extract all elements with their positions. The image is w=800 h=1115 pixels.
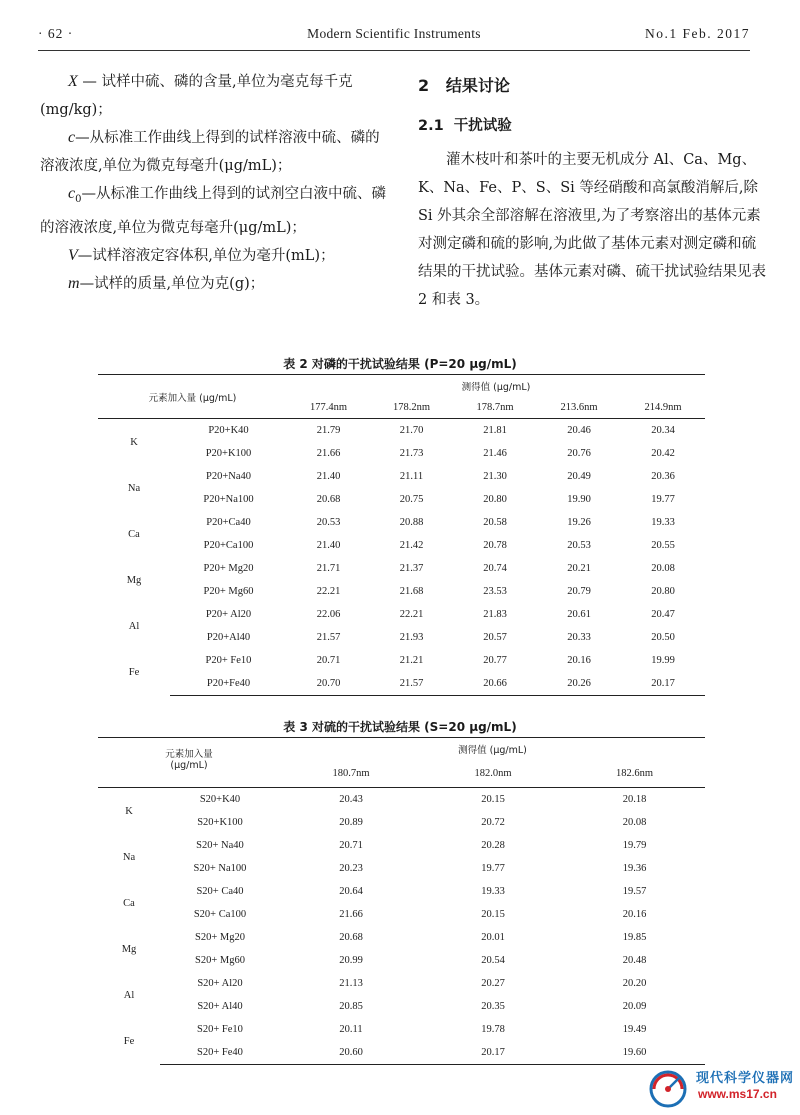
addition-label-cell: S20+ Fe10 bbox=[197, 1024, 243, 1035]
measured-value-cell: 20.15 bbox=[422, 788, 564, 812]
addition-label-cell: P20+K100 bbox=[205, 448, 252, 459]
table-row bbox=[98, 857, 705, 880]
section-number: 2 bbox=[418, 76, 430, 95]
addition-label-cell: S20+ Mg60 bbox=[195, 955, 245, 966]
measured-value-cell: 21.71 bbox=[316, 563, 341, 574]
measured-value-cell: 20.64 bbox=[339, 886, 363, 897]
measured-value-cell: 20.33 bbox=[567, 632, 591, 643]
definition-sep: — bbox=[81, 186, 96, 202]
measured-value-cell: 20.88 bbox=[399, 517, 424, 528]
measured-value-cell: 20.46 bbox=[537, 419, 621, 443]
measured-value-cell: 20.53 bbox=[316, 517, 341, 528]
definition-c0 bbox=[40, 180, 390, 242]
measured-value-cell: 20.54 bbox=[481, 955, 505, 966]
table2-row-header: 元素加入量 (μg/mL) bbox=[98, 375, 287, 419]
addition-label-cell: P20+Fe40 bbox=[170, 672, 287, 696]
measured-value-cell: 19.49 bbox=[622, 1024, 647, 1035]
measured-value-cell: 20.01 bbox=[481, 932, 505, 943]
running-header bbox=[38, 26, 750, 48]
measured-value-cell: 20.78 bbox=[483, 540, 507, 551]
addition-label-cell: S20+K40 bbox=[160, 788, 280, 812]
addition-label-cell: S20+ Al20 bbox=[197, 978, 243, 989]
table-row bbox=[98, 949, 705, 972]
measured-value-cell: 20.99 bbox=[339, 955, 363, 966]
measured-value-cell: 19.36 bbox=[622, 863, 647, 874]
addition-label-cell: P20+ Al20 bbox=[205, 609, 252, 620]
definition-v bbox=[40, 242, 390, 270]
measured-value-cell: 21.13 bbox=[339, 978, 363, 989]
measured-value-cell: 19.77 bbox=[481, 863, 505, 874]
measured-value-cell: 20.42 bbox=[651, 448, 675, 459]
measured-value-cell: 22.21 bbox=[316, 586, 341, 597]
measured-value-cell: 19.57 bbox=[622, 886, 647, 897]
measured-value-cell: 20.68 bbox=[339, 932, 363, 943]
measured-value-cell: 20.50 bbox=[651, 632, 675, 643]
table3-wavelength-header: 180.7nm bbox=[332, 767, 370, 779]
measured-value-cell: 20.55 bbox=[651, 540, 675, 551]
addition-label-cell: P20+Na40 bbox=[205, 471, 251, 482]
addition-label-cell: S20+ Al40 bbox=[197, 1001, 243, 1012]
subsection-number: 2.1 bbox=[418, 118, 444, 134]
measured-value-cell: 19.77 bbox=[651, 494, 675, 505]
journal-name: Modern Scientific Instruments bbox=[307, 26, 481, 41]
site-watermark bbox=[646, 1063, 796, 1111]
measured-value-cell: 20.18 bbox=[564, 788, 705, 812]
measured-value-cell: 21.66 bbox=[316, 448, 341, 459]
watermark-logo-icon bbox=[646, 1063, 694, 1111]
table2-caption: 表 2 对磷的干扰试验结果 (P=20 μg/mL) bbox=[283, 357, 517, 371]
definition-sep: — bbox=[75, 130, 90, 146]
section-title: 结果讨论 bbox=[445, 76, 510, 95]
addition-label-cell: P20+Na100 bbox=[203, 494, 254, 505]
addition-label-cell: S20+K100 bbox=[197, 817, 243, 828]
measured-value-cell: 20.26 bbox=[537, 672, 621, 696]
symbol: c bbox=[68, 185, 76, 202]
table2-wavelength-header: 177.4nm bbox=[309, 402, 348, 414]
issue-info: No.1 Feb. 2017 bbox=[645, 26, 750, 41]
page-number: · 62 · bbox=[38, 26, 74, 41]
table2 bbox=[98, 374, 705, 696]
header-rule bbox=[38, 50, 750, 51]
table3-wavelength-header: 182.6nm bbox=[615, 767, 654, 779]
definition-m bbox=[40, 270, 390, 298]
table-row bbox=[98, 1018, 705, 1041]
measured-value-cell: 20.80 bbox=[651, 586, 675, 597]
addition-label-cell: S20+ Na40 bbox=[196, 840, 244, 851]
interference-paragraph: 灌木枝叶和茶叶的主要无机成分 Al、Ca、Mg、K、Na、Fe、P、S、Si 等经硝酸和高氯酸消解后,除 Si 外其余全部溶解在溶液里,为了考察溶出的基体元素对测定磷和硫的影响,为此做了基体元素对测定磷和硫结果的干扰试验。基体元素对磷、硫干扰试验结果见表 2 和表 3。 bbox=[418, 152, 766, 308]
section-heading bbox=[418, 68, 770, 104]
definition-text: 试样的质量,单位为克(g)； bbox=[94, 275, 265, 292]
addition-label-cell: S20+ Mg20 bbox=[195, 932, 245, 943]
measured-value-cell: 20.43 bbox=[280, 788, 422, 812]
measured-value-cell: 20.77 bbox=[483, 655, 507, 666]
measured-value-cell: 21.66 bbox=[339, 909, 363, 920]
measured-value-cell: 20.08 bbox=[651, 563, 675, 574]
measured-value-cell: 20.74 bbox=[483, 563, 507, 574]
measured-value-cell: 20.35 bbox=[481, 1001, 505, 1012]
measured-value-cell: 21.11 bbox=[399, 471, 424, 482]
measured-value-cell: 20.15 bbox=[481, 909, 505, 920]
measured-value-cell: 21.40 bbox=[316, 540, 341, 551]
addition-label-cell: S20+ Fe40 bbox=[160, 1041, 280, 1065]
table-row bbox=[98, 880, 705, 903]
watermark-url: www.ms17.cn bbox=[698, 1087, 777, 1101]
element-cell: Mg bbox=[121, 943, 137, 955]
definition-text: 从标准工作曲线上得到的试剂空白液中硫、磷的溶液浓度,单位为微克每毫升(μg/mL)； bbox=[40, 186, 386, 236]
measured-value-cell: 20.28 bbox=[481, 840, 505, 851]
addition-label-cell: P20+ Mg60 bbox=[203, 586, 254, 597]
measured-value-cell: 20.75 bbox=[399, 494, 424, 505]
measured-value-cell: 20.68 bbox=[316, 494, 341, 505]
symbol: m bbox=[68, 274, 80, 292]
element-cell: K bbox=[98, 419, 170, 466]
element-cell: Ca bbox=[128, 528, 140, 540]
addition-label-cell: P20+ Mg20 bbox=[203, 563, 254, 574]
table-row bbox=[98, 649, 705, 672]
definition-c bbox=[40, 124, 390, 180]
symbol: V bbox=[68, 246, 78, 264]
measured-value-cell: 21.40 bbox=[316, 471, 341, 482]
subsection-title: 干扰试验 bbox=[453, 118, 512, 134]
symbol: X bbox=[68, 73, 78, 90]
definition-sep: — bbox=[77, 247, 93, 264]
table-row bbox=[98, 603, 705, 626]
measured-value-cell: 21.57 bbox=[370, 672, 453, 696]
measured-value-cell: 20.49 bbox=[567, 471, 591, 482]
table2-measured-header: 测得值 (μg/mL) bbox=[287, 375, 705, 398]
addition-label-cell: P20+K40 bbox=[170, 419, 287, 443]
measured-value-cell: 20.34 bbox=[621, 419, 705, 443]
table-row bbox=[98, 419, 705, 443]
measured-value-cell: 20.08 bbox=[622, 817, 647, 828]
definition-sep: — bbox=[77, 74, 102, 90]
element-cell: Ca bbox=[123, 897, 135, 909]
measured-value-cell: 20.23 bbox=[339, 863, 363, 874]
addition-label-cell: S20+ Ca100 bbox=[193, 909, 247, 920]
measured-value-cell: 20.16 bbox=[567, 655, 591, 666]
measured-value-cell: 19.33 bbox=[481, 886, 505, 897]
table-row bbox=[98, 442, 705, 465]
measured-value-cell: 20.36 bbox=[651, 471, 675, 482]
definition-sep: — bbox=[79, 275, 95, 292]
element-cell: Al bbox=[128, 620, 140, 632]
symbol: c bbox=[68, 129, 76, 146]
element-cell: Fe bbox=[123, 1035, 135, 1047]
table-row bbox=[98, 534, 705, 557]
measured-value-cell: 20.72 bbox=[481, 817, 505, 828]
definition-text: 从标准工作曲线上得到的试样溶液中硫、磷的溶液浓度,单位为微克每毫升(μg/mL)； bbox=[40, 130, 380, 174]
addition-label-cell: P20+Al40 bbox=[206, 632, 251, 643]
definition-text: 试样中硫、磷的含量,单位为毫克每千克(mg/kg)； bbox=[40, 74, 353, 118]
addition-label-cell: P20+Ca40 bbox=[206, 517, 251, 528]
subsection-heading bbox=[418, 106, 770, 146]
table-row bbox=[98, 488, 705, 511]
measured-value-cell: 20.17 bbox=[621, 672, 705, 696]
table3 bbox=[98, 737, 705, 1065]
table-row bbox=[98, 672, 705, 696]
measured-value-cell: 19.60 bbox=[564, 1041, 705, 1065]
measured-value-cell: 21.37 bbox=[399, 563, 424, 574]
table-row bbox=[98, 926, 705, 949]
table-row bbox=[98, 580, 705, 603]
measured-value-cell: 20.60 bbox=[280, 1041, 422, 1065]
measured-value-cell: 20.27 bbox=[481, 978, 505, 989]
table-row bbox=[98, 834, 705, 857]
measured-value-cell: 20.80 bbox=[483, 494, 507, 505]
measured-value-cell: 20.53 bbox=[567, 540, 591, 551]
table-row bbox=[98, 995, 705, 1018]
measured-value-cell: 21.42 bbox=[399, 540, 424, 551]
measured-value-cell: 19.85 bbox=[622, 932, 647, 943]
measured-value-cell: 20.20 bbox=[622, 978, 647, 989]
element-cell: Fe bbox=[128, 666, 140, 678]
table-row bbox=[98, 465, 705, 488]
addition-label-cell: P20+ Fe10 bbox=[205, 655, 252, 666]
measured-value-cell: 21.79 bbox=[287, 419, 370, 443]
table2-wavelength-header: 178.7nm bbox=[476, 402, 514, 414]
element-cell: Al bbox=[123, 989, 135, 1001]
measured-value-cell: 20.85 bbox=[339, 1001, 363, 1012]
measured-value-cell: 20.71 bbox=[316, 655, 341, 666]
table3-caption: 表 3 对硫的干扰试验结果 (S=20 μg/mL) bbox=[283, 720, 517, 734]
definitions-column bbox=[40, 68, 390, 298]
measured-value-cell: 21.57 bbox=[316, 632, 341, 643]
measured-value-cell: 23.53 bbox=[483, 586, 507, 597]
measured-value-cell: 21.21 bbox=[399, 655, 424, 666]
measured-value-cell: 20.57 bbox=[483, 632, 507, 643]
table3-row-header-unit: (μg/mL) bbox=[170, 759, 208, 771]
measured-value-cell: 22.21 bbox=[399, 609, 424, 620]
table-row bbox=[98, 557, 705, 580]
table-row bbox=[98, 811, 705, 834]
watermark-title: 现代科学仪器网 bbox=[696, 1071, 795, 1086]
element-cell: Na bbox=[122, 851, 136, 863]
measured-value-cell: 19.26 bbox=[567, 517, 591, 528]
measured-value-cell: 20.79 bbox=[567, 586, 591, 597]
measured-value-cell: 21.46 bbox=[483, 448, 507, 459]
measured-value-cell: 20.58 bbox=[483, 517, 507, 528]
measured-value-cell: 21.73 bbox=[399, 448, 424, 459]
table3-measured-header: 测得值 (μg/mL) bbox=[280, 738, 705, 760]
table2-wavelength-header: 213.6nm bbox=[560, 402, 598, 414]
table2-wavelength-header: 214.9nm bbox=[644, 402, 682, 414]
measured-value-cell: 20.16 bbox=[622, 909, 647, 920]
table2-wavelength-header: 178.2nm bbox=[392, 402, 431, 414]
definition-text: 试样溶液定容体积,单位为毫升(mL)； bbox=[92, 247, 335, 264]
addition-label-cell: S20+ Ca40 bbox=[196, 886, 244, 897]
measured-value-cell: 20.61 bbox=[567, 609, 591, 620]
table-row bbox=[98, 788, 705, 812]
measured-value-cell: 20.89 bbox=[339, 817, 363, 828]
table-row bbox=[98, 903, 705, 926]
measured-value-cell: 21.81 bbox=[453, 419, 537, 443]
table-row bbox=[98, 972, 705, 995]
element-cell: Mg bbox=[126, 574, 142, 586]
measured-value-cell: 20.48 bbox=[622, 955, 647, 966]
measured-value-cell: 20.47 bbox=[651, 609, 675, 620]
element-cell: Na bbox=[127, 482, 141, 494]
measured-value-cell: 21.83 bbox=[483, 609, 507, 620]
measured-value-cell: 21.30 bbox=[483, 471, 507, 482]
addition-label-cell: S20+ Na100 bbox=[193, 863, 247, 874]
measured-value-cell: 20.09 bbox=[622, 1001, 647, 1012]
addition-label-cell: P20+Ca100 bbox=[203, 540, 254, 551]
table3-wavelength-header: 182.0nm bbox=[474, 767, 512, 779]
measured-value-cell: 21.68 bbox=[399, 586, 424, 597]
measured-value-cell: 20.11 bbox=[339, 1024, 363, 1035]
measured-value-cell: 20.76 bbox=[567, 448, 591, 459]
measured-value-cell: 20.21 bbox=[567, 563, 591, 574]
measured-value-cell: 20.70 bbox=[287, 672, 370, 696]
table3-row-header: 元素加入量 bbox=[98, 738, 280, 760]
definition-x bbox=[40, 68, 390, 124]
measured-value-cell: 22.06 bbox=[316, 609, 341, 620]
measured-value-cell: 19.78 bbox=[481, 1024, 505, 1035]
measured-value-cell: 19.33 bbox=[651, 517, 675, 528]
table-row bbox=[98, 511, 705, 534]
measured-value-cell: 20.71 bbox=[339, 840, 363, 851]
measured-value-cell: 21.93 bbox=[399, 632, 424, 643]
measured-value-cell: 19.99 bbox=[651, 655, 675, 666]
measured-value-cell: 20.66 bbox=[453, 672, 537, 696]
table-row bbox=[98, 1041, 705, 1065]
measured-value-cell: 19.90 bbox=[567, 494, 591, 505]
element-cell: K bbox=[98, 788, 160, 835]
measured-value-cell: 21.70 bbox=[370, 419, 453, 443]
table-row bbox=[98, 626, 705, 649]
measured-value-cell: 20.17 bbox=[422, 1041, 564, 1065]
symbol-subscript: 0 bbox=[75, 193, 82, 205]
measured-value-cell: 19.79 bbox=[622, 840, 647, 851]
results-column bbox=[418, 68, 770, 314]
